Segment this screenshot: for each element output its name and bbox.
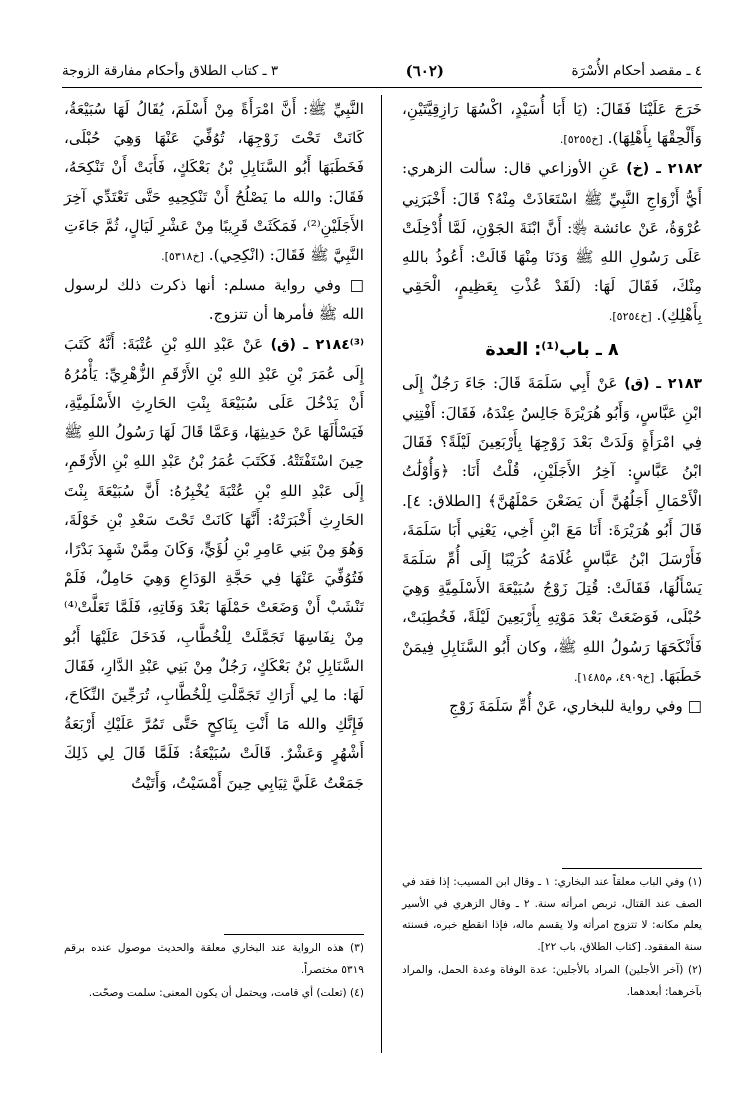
footnote [402, 872, 702, 958]
footnote: (٤) (تعلت) أي قامت، ويحتمل أن يكون المعنى: سلمت وصحّت. [88, 987, 364, 999]
paragraph [402, 95, 702, 154]
header-divider [62, 87, 702, 88]
narration-note: □ وفي رواية مسلم: أنها ذكرت ذلك لرسول الله ﷺ فأمرها أن تتزوج. [64, 276, 364, 324]
hadith-number: ٢١٨٢ ـ (خ) [626, 161, 703, 178]
reference: [خ٤٩٠٩، م١٤٨٥]. [573, 670, 655, 684]
page-number: (٦٠٢) [405, 62, 444, 80]
reference: [خ٥٢٥٥]. [559, 133, 603, 147]
hadith-2183 [402, 369, 702, 692]
reference: [خ٥٢٥٤]. [608, 310, 652, 324]
hadith-number: ٢١٨٣ ـ (ق) [624, 375, 702, 392]
running-header [62, 58, 702, 84]
left-column [64, 95, 364, 798]
hadith-2182 [402, 154, 702, 331]
right-column [402, 95, 702, 721]
column-divider [381, 95, 382, 1053]
hadith-2184 [64, 330, 364, 798]
footnote: (٣) هذه الرواية عند البخاري معلقة والحديث موصول عنده برقم ٥٣١٩ مختصراً. [64, 942, 364, 976]
narration-note: □ وفي رواية للبخاري، عَنْ أُمِّ سَلَمَةَ زَوْجِ [449, 697, 702, 716]
hadith-text: عَنْ أَبِي سَلَمَةَ قَالَ: جَاءَ رَجُلٌ إِلَى ابْنِ عَبَّاسٍ، وَأَبُو هُرَيْرَةَ جَالِسٌ عِنْدَهُ، فَقَالَ: أَفْتِنِي فِي امْرَأَةٍ وَلَدَتْ بَعْدَ زَوْجِهَا بِأَرْبَعِينَ لَيْلَةً؟ فَقَالَ ابْنُ عَبَّاسٍ: آخِرُ الأَجَلَيْنِ، قُلْتُ أَنَا: ﴿وَأُوْلَٰتُ الْأَحْمَالِ أَجَلُهُنَّ أَن يَضَعْنَ حَمْلَهُنَّ﴾ [الطلاق: ٤]. قَالَ أَبُو هُرَيْرَةَ: أَنَا مَعَ ابْنِ أَخِي، يَعْنِي أَبَا سَلَمَةَ، فَأَرْسَلَ ابْنُ عَبَّاسٍ غُلَامَهُ كُرَيْبًا إِلَى أُمِّ سَلَمَةَ يَسْأَلُهَا، فَقَالَتْ: قُتِلَ زَوْجُ سُبَيْعَةَ الأَسْلَمِيَّةِ وَهِيَ حُبْلَى، فَوَضَعَتْ بَعْدَ مَوْتِهِ بِأَرْبَعِينَ لَيْلَةً، فَخُطِبَتْ، فَأَنْكَحَهَا رَسُولُ اللهِ ﷺ، وكان أَبُو السَّنَابِلِ فِيمَنْ خَطَبَهَا. [402, 373, 702, 685]
paragraph [64, 95, 364, 271]
hadith-text: عَنِ الأوزاعي قال: سألت الزهري: أَيُّ أَزْوَاجِ النَّبِيِّ ﷺ اسْتَعَاذَتْ مِنْهُ؟ قَالَ: أَخْبَرَنِي عُرْوَةُ، عَنْ عائشة ﵂: أَنَّ ابْنَةَ الجَوْنِ، لَمَّا أُدْخِلَتْ عَلَى رَسُولِ اللهِ ﷺ وَدَنَا مِنْهَا قَالَتْ: أَعُوذُ باللهِ مِنْكَ، فَقَالَ لَهَا: (لَقَدْ عُذْتِ بِعَظِيمٍ، الْحَقِي بِأَهْلِكِ). [402, 159, 702, 325]
hadith-number: ⁽³⁾٢١٨٤ ـ (ق) [270, 336, 364, 353]
hadith-text: النَّبِيِّ ﷺ: أَنَّ امْرَأَةً مِنْ أَسْلَمَ، يُقَالُ لَهَا سُبَيْعَةُ، كَانَتْ تَحْتَ زَوْجِهَا، تُوُفِّيَ عَنْهَا وَهِيَ حُبْلَى، فَخَطَبَهَا أَبُو السَّنَابِلِ بْنُ بَعْكَكٍ، فَأَبَتْ أَنْ تَنْكِحَهُ، فَقَالَ: والله ما يَصْلُحُ أَنْ تَنْكِحِيهِ حَتَّى تَعْتَدِّي آخِرَ الأَجَلَيْنِ⁽²⁾، فَمَكَثَتْ قَرِيبًا مِنْ عَشْرِ لَيَالٍ، ثُمَّ جَاءَتِ النَّبِيَّ ﷺ فَقَالَ: (انْكِحِي). [64, 100, 364, 265]
footnote-divider-left [224, 934, 364, 935]
hadith-text: خَرَجَ عَلَيْنَا فَقَالَ: (يَا أَبَا أُسَيْدٍ، اكْسُهَا رَازِقِيَّتَيْنِ، وَأَلْحِقْهَا بِأَهْلِهَا). [402, 100, 702, 148]
footnote-divider-right [562, 868, 702, 869]
reference: [خ٥٣١٨]. [161, 250, 204, 264]
footnotes-right [402, 872, 702, 1005]
header-left-title: ٣ ـ كتاب الطلاق وأحكام مفارقة الزوجة [62, 63, 279, 79]
footnote-reference: [كتاب الطلاق، باب ٢٢]. [537, 940, 641, 953]
section-heading: ٨ ـ باب⁽¹⁾: العدة [485, 339, 619, 360]
footnote: (٢) (آخر الأجلين) المراد بالأجلين: عدة الوفاة وعدة الحمل، والمراد بآخرهما: أبعدهما. [402, 964, 702, 998]
footnote-text: (١) وفي الباب معلقاً عند البخاري: ١ ـ وقال ابن المسيب: إذا فقد في الصف عند القتال، تربص امرأته سنة. ٢ ـ وقال الزهري في الأسير يعلم مكانه: لا تتزوج امرأته ولا يقسم ماله، فإذا انقطع خبره، فسنته سنة المفقود. [402, 876, 702, 953]
hadith-text: عَنْ عَبْدِ اللهِ بْنِ عُتْبَةَ: أَنَّهُ كَتَبَ إِلَى عُمَرَ بْنِ عَبْدِ اللهِ بْنِ الأَرْقَمِ الزُّهْرِيِّ: يَأْمُرُهُ أَنْ يَدْخُلَ عَلَى سُبَيْعَةَ بِنْتِ الحَارِثِ الأَسْلَمِيَّةِ، فَيَسْأَلَهَا عَنْ حَدِيثِهَا، وَعَمَّا قَالَ لَهَا رَسُولُ اللهِ ﷺ حِينَ اسْتَفْتَتْهُ. فَكَتَبَ عُمَرُ بْنُ عَبْدِ اللهِ بْنِ الأَرْقَمِ، إِلَى عَبْدِ اللهِ بْنِ عُتْبَةَ يُخْبِرُهُ: أَنَّ سُبَيْعَةَ بِنْتَ الحَارِثِ أَخْبَرَتْهُ: أَنَّهَا كَانَتْ تَحْتَ سَعْدِ بْنِ خَوْلَةَ، وَهُوَ مِنْ بَنِي عَامِرِ بْنِ لُؤَيٍّ، وَكَانَ مِمَّنْ شَهِدَ بَدْرًا، فَتُوُفِّيَ عَنْهَا فِي حَجَّةِ الوَدَاعِ وَهِيَ حَامِلٌ، فَلَمْ تَنْشَبْ أَنْ وَضَعَتْ حَمْلَهَا بَعْدَ وَفَاتِهِ، فَلَمَّا تَعَلَّتْ⁽⁴⁾ مِنْ نِفَاسِهَا تَجَمَّلَتْ لِلْخُطَّابِ، فَدَخَلَ عَلَيْهَا أَبُو السَّنَابِلِ بْنُ بَعْكَكٍ، رَجُلٌ مِنْ بَنِي عَبْدِ الدَّارِ، فَقَالَ لَهَا: ما لِي أَرَاكِ تَجَمَّلْتِ لِلْخُطَّابِ، تُرَجِّينَ النِّكَاحَ، فَإِنَّكِ والله مَا أَنْتِ بِنَاكِحٍ حَتَّى تَمُرَّ عَلَيْكِ أَرْبَعَةُ أَشْهُرٍ وَعَشْرٌ. قَالَتْ سُبَيْعَةُ: فَلَمَّا قَالَ لِي ذَلِكَ جَمَعْتُ عَلَيَّ ثِيَابِي حِينَ أَمْسَيْتُ، وَأَتَيْتُ [64, 334, 364, 792]
footnotes-left [64, 938, 364, 1007]
header-right-title: ٤ ـ مقصد أحكام الأُسْرَة [571, 63, 702, 79]
